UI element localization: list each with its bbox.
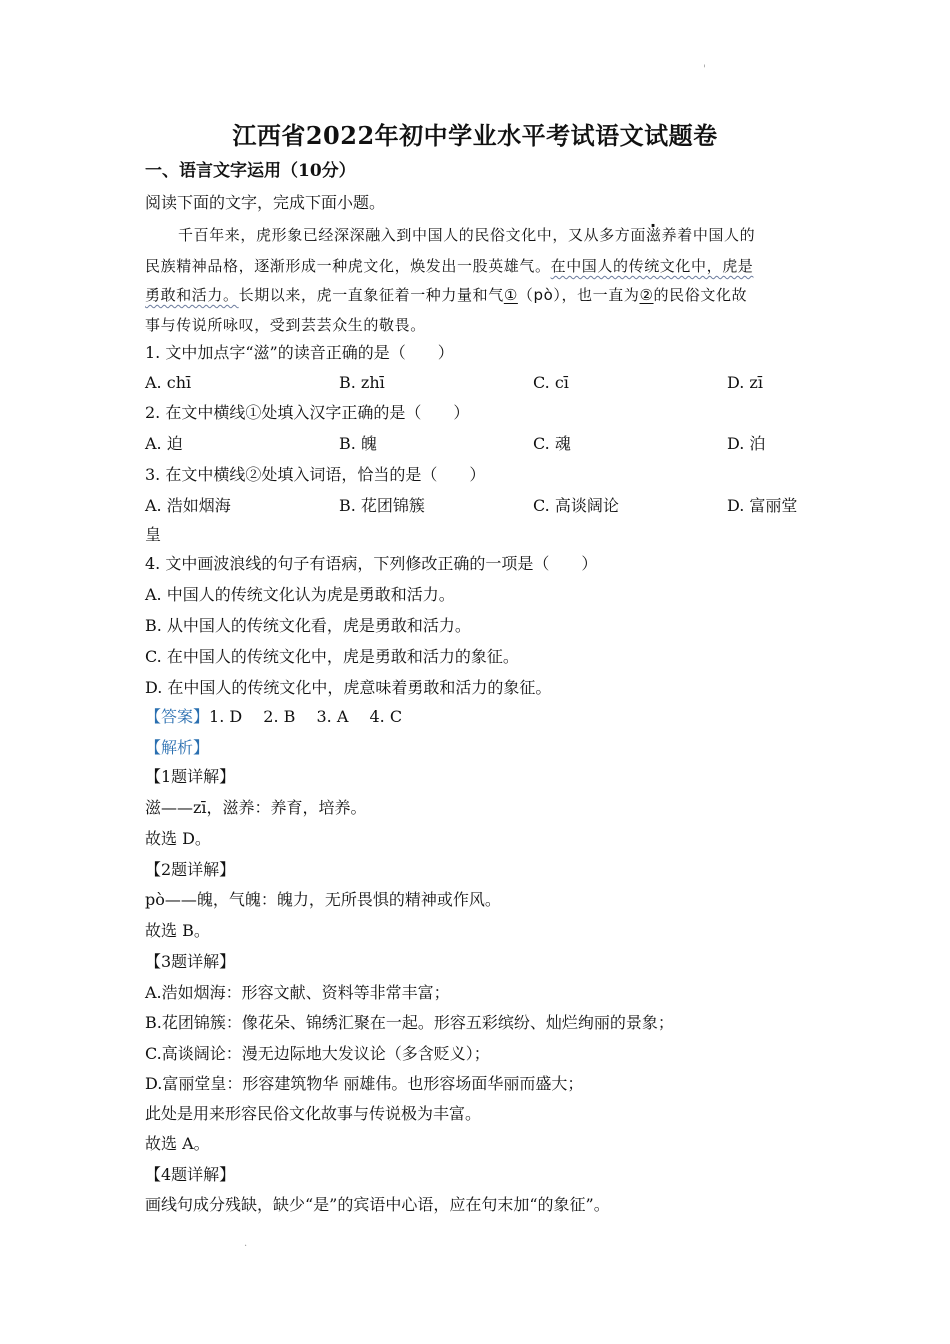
q3-option-d: D. 富丽堂 [727, 496, 798, 515]
question-1-stem: 1. 文中加点字“滋”的读音正确的是（ ） [145, 343, 454, 362]
passage-line-2: 民族精神品格，逐渐形成一种虎文化，焕发出一股英雄气。在中国人的传统文化中，虎是 [145, 257, 754, 275]
detail-3-line-2: B.花团锦簇：像花朵、锦绣汇聚在一起。形容五彩缤纷、灿烂绚丽的景象； [145, 1013, 674, 1032]
question-4-stem: 4. 文中画波浪线的句子有语病，下列修改正确的一项是（ ） [145, 554, 598, 573]
footer-mark: . [244, 1238, 248, 1249]
q2-option-a: A. 迫 [145, 434, 183, 453]
passage-line-3: 勇敢和活力。长期以来，虎一直象征着一种力量和气①（pò），也一直为②的民俗文化故 [145, 286, 748, 304]
q4-option-c: C. 在中国人的传统文化中，虎是勇敢和活力的象征。 [145, 647, 519, 666]
q3-option-b: B. 花团锦簇 [339, 496, 425, 515]
wavy-sentence-part-1: 在中国人的传统文化中，虎是 [550, 257, 754, 275]
detail-3-line-3: C.高谈阔论：漫无边际地大发议论（多含贬义）； [145, 1044, 490, 1063]
q2-option-c: C. 魂 [533, 434, 571, 453]
page-title: 江西省2022年初中学业水平考试语文试题卷 [232, 121, 718, 150]
wavy-sentence-part-2: 勇敢和活力。 [145, 286, 239, 304]
q1-option-d: D. zī [727, 373, 763, 392]
detail-1-line-1: 滋——zī，滋养：养育，培养。 [145, 798, 367, 817]
q1-option-a: A. chī [145, 373, 192, 392]
section-heading: 一、语言文字运用（10分） [145, 161, 356, 181]
q3-option-d-wrap: 皇 [145, 525, 162, 544]
q1-option-c: C. cī [533, 373, 569, 392]
blank-2: ② [639, 286, 654, 304]
detail-3-line-5: 此处是用来形容民俗文化故事与传说极为丰富。 [145, 1104, 482, 1123]
detail-1-heading: 【1题详解】 [145, 767, 236, 786]
blank-1: ① [503, 286, 518, 304]
q4-option-d: D. 在中国人的传统文化中，虎意味着勇敢和活力的象征。 [145, 678, 552, 697]
detail-4-heading: 【4题详解】 [145, 1165, 236, 1184]
dotted-char: 滋 [646, 226, 662, 244]
answer-line [145, 707, 402, 727]
answer-text: 1. D 2. B 3. A 4. C [209, 707, 403, 726]
passage-line-1: 千百年来，虎形象已经深深融入到中国人的民俗文化中，又从多方面滋养着中国人的 [178, 226, 756, 244]
answer-label: 【答案】 [145, 707, 210, 726]
detail-3-line-1: A.浩如烟海：形容文献、资料等非常丰富； [145, 983, 450, 1002]
detail-2-line-2: 故选 B。 [145, 921, 210, 940]
detail-3-line-6: 故选 A。 [145, 1134, 210, 1153]
analysis-label: 【解析】 [145, 738, 210, 757]
q4-option-b: B. 从中国人的传统文化看，虎是勇敢和活力。 [145, 616, 471, 635]
q3-option-a: A. 浩如烟海 [145, 496, 231, 515]
q4-option-a: A. 中国人的传统文化认为虎是勇敢和活力。 [145, 585, 455, 604]
q2-option-d: D. 泊 [727, 434, 766, 453]
passage-line-4: 事与传说所咏叹，受到芸芸众生的敬畏。 [145, 316, 426, 334]
detail-4-line-1: 画线句成分残缺，缺少“是”的宾语中心语，应在句末加“的象征”。 [145, 1195, 610, 1214]
q2-option-b: B. 魄 [339, 434, 377, 453]
detail-3-line-4: D.富丽堂皇：形容建筑物华 丽雄伟。也形容场面华丽而盛大； [145, 1074, 584, 1093]
q3-option-c: C. 高谈阔论 [533, 496, 619, 515]
q1-option-b: B. zhī [339, 373, 385, 392]
detail-2-heading: 【2题详解】 [145, 860, 236, 879]
detail-3-heading: 【3题详解】 [145, 952, 236, 971]
detail-1-line-2: 故选 D。 [145, 829, 211, 848]
question-2-stem: 2. 在文中横线①处填入汉字正确的是（ ） [145, 403, 470, 422]
instruction: 阅读下面的文字，完成下面小题。 [145, 193, 386, 212]
detail-2-line-1: pò——魄，气魄：魄力，无所畏惧的精神或作风。 [145, 890, 501, 909]
header-mark: ' [703, 64, 706, 75]
question-3-stem: 3. 在文中横线②处填入词语，恰当的是（ ） [145, 465, 486, 484]
